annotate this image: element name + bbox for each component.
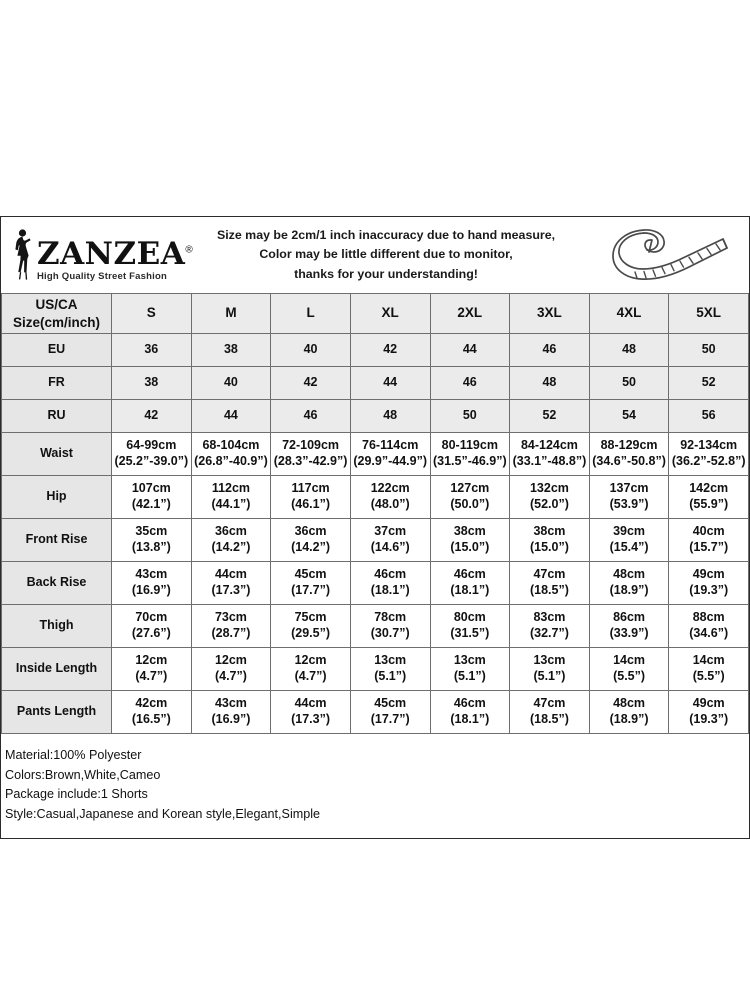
value-cm: 48cm	[613, 567, 646, 582]
cell-inside-length-m	[191, 648, 271, 691]
value-cm: 13cm	[374, 653, 407, 668]
product-package: Package include:1 Shorts	[5, 787, 148, 802]
chart-header-banner	[1, 217, 749, 293]
cell-inside-length-s	[112, 648, 192, 691]
cell-inside-length-4xl	[589, 648, 669, 691]
value-inch: (5.5”)	[613, 669, 646, 684]
value-cm: 68-104cm	[202, 438, 260, 453]
cell-front-rise-4xl	[589, 519, 669, 562]
cell-waist-l	[271, 433, 351, 476]
table-row-hip	[2, 476, 749, 519]
value-inch: (26.8”-40.9”)	[194, 454, 268, 469]
value-cm: 70cm	[135, 610, 168, 625]
value-inch: (18.9”)	[609, 712, 649, 727]
value-inch: (44.1”)	[211, 497, 251, 512]
table-row-fr	[2, 367, 749, 400]
cell-eu-4xl: 48	[589, 334, 669, 367]
value-cm: 49cm	[692, 567, 725, 582]
corner-label-region: US/CA	[35, 297, 78, 312]
table-row-inside-length	[2, 648, 749, 691]
corner-label-units: Size(cm/inch)	[12, 314, 101, 330]
cell-hip-s	[112, 476, 192, 519]
cell-ru-4xl: 54	[589, 400, 669, 433]
cell-hip-xl	[350, 476, 430, 519]
row-label-inside-length: Inside Length	[2, 648, 112, 691]
cell-fr-5xl: 52	[669, 367, 749, 400]
table-row-front-rise	[2, 519, 749, 562]
table-corner-header	[2, 294, 112, 334]
row-label-ru: RU	[2, 400, 112, 433]
value-cm: 37cm	[374, 524, 407, 539]
value-inch: (48.0”)	[370, 497, 410, 512]
value-cm: 46cm	[374, 567, 407, 582]
value-inch: (27.6”)	[131, 626, 171, 641]
cell-fr-3xl: 48	[510, 367, 590, 400]
cell-pants-length-s	[112, 691, 192, 734]
value-inch: (28.3”-42.9”)	[273, 454, 348, 469]
value-inch: (46.1”)	[291, 497, 331, 512]
cell-eu-xl: 42	[350, 334, 430, 367]
size-measurements-table	[1, 293, 749, 734]
cell-waist-2xl	[430, 433, 510, 476]
cell-hip-l	[271, 476, 351, 519]
notice-line-1: Size may be 2cm/1 inch inaccuracy due to hand measure,	[216, 228, 556, 243]
value-cm: 117cm	[291, 481, 330, 496]
cell-thigh-3xl	[510, 605, 590, 648]
value-inch: (17.7”)	[291, 583, 331, 598]
value-inch: (18.1”)	[450, 712, 490, 727]
brand-name-text: ZANZEA	[37, 235, 186, 272]
value-inch: (14.2”)	[291, 540, 331, 555]
value-cm: 47cm	[533, 567, 566, 582]
cell-pants-length-2xl	[430, 691, 510, 734]
brand-wordmark	[37, 235, 194, 282]
value-cm: 112cm	[211, 481, 251, 496]
value-cm: 12cm	[214, 653, 247, 668]
value-cm: 44cm	[294, 696, 327, 711]
value-cm: 80cm	[453, 610, 486, 625]
value-inch: (17.3”)	[291, 712, 331, 727]
cell-eu-3xl: 46	[510, 334, 590, 367]
value-inch: (29.5”)	[291, 626, 331, 641]
cell-eu-l: 40	[271, 334, 351, 367]
cell-inside-length-xl	[350, 648, 430, 691]
value-cm: 137cm	[609, 481, 649, 496]
row-label-front-rise: Front Rise	[2, 519, 112, 562]
row-label-thigh: Thigh	[2, 605, 112, 648]
cell-thigh-s	[112, 605, 192, 648]
value-cm: 12cm	[135, 653, 168, 668]
value-inch: (36.2”-52.8”)	[671, 454, 746, 469]
cell-waist-3xl	[510, 433, 590, 476]
measurement-notice	[173, 226, 599, 284]
value-cm: 49cm	[692, 696, 725, 711]
value-inch: (16.9”)	[211, 712, 251, 727]
cell-ru-3xl: 52	[510, 400, 590, 433]
cell-pants-length-m	[191, 691, 271, 734]
cell-thigh-4xl	[589, 605, 669, 648]
cell-hip-2xl	[430, 476, 510, 519]
cell-front-rise-m	[191, 519, 271, 562]
cell-pants-length-4xl	[589, 691, 669, 734]
brand-name	[37, 235, 194, 272]
cell-pants-length-l	[271, 691, 351, 734]
value-cm: 107cm	[131, 481, 171, 496]
brand-logo	[1, 227, 194, 283]
value-cm: 83cm	[533, 610, 566, 625]
value-cm: 92-134cm	[680, 438, 738, 453]
row-label-pants-length: Pants Length	[2, 691, 112, 734]
value-cm: 36cm	[214, 524, 247, 539]
value-inch: (4.7”)	[214, 669, 247, 684]
cell-thigh-m	[191, 605, 271, 648]
woman-silhouette-icon	[9, 227, 35, 281]
value-inch: (17.7”)	[370, 712, 410, 727]
row-label-fr: FR	[2, 367, 112, 400]
value-cm: 40cm	[692, 524, 725, 539]
registered-trademark-icon: ®	[185, 244, 194, 256]
row-label-hip: Hip	[2, 476, 112, 519]
cell-pants-length-3xl	[510, 691, 590, 734]
size-chart-page	[0, 216, 750, 839]
cell-hip-3xl	[510, 476, 590, 519]
value-inch: (52.0”)	[529, 497, 569, 512]
value-cm: 43cm	[214, 696, 247, 711]
value-cm: 12cm	[294, 653, 327, 668]
value-inch: (30.7”)	[370, 626, 410, 641]
cell-thigh-2xl	[430, 605, 510, 648]
cell-waist-xl	[350, 433, 430, 476]
size-table-body	[2, 294, 749, 734]
cell-ru-l: 46	[271, 400, 351, 433]
value-inch: (4.7”)	[135, 669, 168, 684]
cell-fr-s: 38	[112, 367, 192, 400]
value-cm: 13cm	[533, 653, 566, 668]
value-cm: 45cm	[374, 696, 407, 711]
table-row-eu	[2, 334, 749, 367]
value-cm: 43cm	[135, 567, 168, 582]
cell-hip-5xl	[669, 476, 749, 519]
cell-inside-length-l	[271, 648, 351, 691]
value-cm: 46cm	[453, 696, 486, 711]
value-inch: (19.3”)	[689, 712, 729, 727]
value-cm: 14cm	[613, 653, 646, 668]
value-cm: 13cm	[453, 653, 486, 668]
table-row-pants-length	[2, 691, 749, 734]
cell-thigh-5xl	[669, 605, 749, 648]
measuring-tape-icon	[599, 226, 749, 284]
value-inch: (34.6”-50.8”)	[592, 454, 666, 469]
table-row-waist	[2, 433, 749, 476]
table-row-back-rise	[2, 562, 749, 605]
value-inch: (18.1”)	[450, 583, 490, 598]
cell-ru-2xl: 50	[430, 400, 510, 433]
value-cm: 35cm	[135, 524, 168, 539]
row-label-back-rise: Back Rise	[2, 562, 112, 605]
cell-back-rise-3xl	[510, 562, 590, 605]
value-cm: 75cm	[294, 610, 327, 625]
cell-ru-s: 42	[112, 400, 192, 433]
value-cm: 142cm	[689, 481, 729, 496]
column-header-s: S	[112, 294, 192, 334]
value-cm: 84-124cm	[520, 438, 578, 453]
value-inch: (5.1”)	[374, 669, 407, 684]
column-header-l: L	[271, 294, 351, 334]
value-inch: (5.1”)	[453, 669, 486, 684]
cell-back-rise-xl	[350, 562, 430, 605]
value-inch: (13.8”)	[131, 540, 171, 555]
brand-tagline: High Quality Street Fashion	[37, 270, 167, 282]
value-inch: (5.1”)	[533, 669, 566, 684]
cell-eu-5xl: 50	[669, 334, 749, 367]
value-inch: (50.0”)	[450, 497, 490, 512]
cell-back-rise-4xl	[589, 562, 669, 605]
value-inch: (25.2”-39.0”)	[114, 454, 189, 469]
value-cm: 42cm	[135, 696, 168, 711]
cell-front-rise-xl	[350, 519, 430, 562]
cell-thigh-l	[271, 605, 351, 648]
notice-line-2: Color may be little different due to monitor,	[259, 247, 513, 262]
value-inch: (16.9”)	[131, 583, 171, 598]
value-cm: 73cm	[214, 610, 247, 625]
value-inch: (15.0”)	[450, 540, 490, 555]
value-inch: (14.6”)	[370, 540, 410, 555]
row-label-eu: EU	[2, 334, 112, 367]
cell-hip-4xl	[589, 476, 669, 519]
cell-fr-2xl: 46	[430, 367, 510, 400]
cell-front-rise-3xl	[510, 519, 590, 562]
cell-front-rise-s	[112, 519, 192, 562]
value-inch: (5.5”)	[692, 669, 725, 684]
value-cm: 39cm	[613, 524, 646, 539]
value-cm: 132cm	[529, 481, 569, 496]
cell-front-rise-l	[271, 519, 351, 562]
cell-waist-5xl	[669, 433, 749, 476]
value-cm: 78cm	[374, 610, 407, 625]
column-header-xl: XL	[350, 294, 430, 334]
product-colors: Colors:Brown,White,Cameo	[5, 767, 161, 782]
value-inch: (28.7”)	[211, 626, 251, 641]
row-label-waist: Waist	[2, 433, 112, 476]
cell-ru-m: 44	[191, 400, 271, 433]
cell-back-rise-l	[271, 562, 351, 605]
value-inch: (42.1”)	[131, 497, 171, 512]
value-inch: (18.9”)	[609, 583, 649, 598]
value-inch: (17.3”)	[211, 583, 251, 598]
value-inch: (15.0”)	[529, 540, 569, 555]
value-cm: 46cm	[453, 567, 486, 582]
cell-back-rise-s	[112, 562, 192, 605]
notice-line-3: thanks for your understanding!	[294, 266, 478, 281]
table-row-thigh	[2, 605, 749, 648]
cell-ru-5xl: 56	[669, 400, 749, 433]
column-header-m: M	[191, 294, 271, 334]
cell-waist-4xl	[589, 433, 669, 476]
value-inch: (18.5”)	[529, 583, 569, 598]
table-header-row	[2, 294, 749, 334]
product-style: Style:Casual,Japanese and Korean style,Elegant,Simple	[5, 806, 321, 821]
value-cm: 47cm	[533, 696, 566, 711]
cell-inside-length-3xl	[510, 648, 590, 691]
value-inch: (53.9”)	[609, 497, 649, 512]
cell-front-rise-5xl	[669, 519, 749, 562]
value-inch: (29.9”-44.9”)	[353, 454, 428, 469]
value-cm: 14cm	[692, 653, 725, 668]
column-header-3xl: 3XL	[510, 294, 590, 334]
cell-fr-l: 42	[271, 367, 351, 400]
value-cm: 88cm	[692, 610, 725, 625]
cell-pants-length-xl	[350, 691, 430, 734]
size-chart-frame	[0, 216, 750, 734]
value-cm: 72-109cm	[282, 438, 340, 453]
value-inch: (33.9”)	[609, 626, 649, 641]
cell-waist-m	[191, 433, 271, 476]
value-cm: 88-129cm	[600, 438, 658, 453]
cell-fr-xl: 44	[350, 367, 430, 400]
cell-pants-length-5xl	[669, 691, 749, 734]
cell-back-rise-2xl	[430, 562, 510, 605]
table-row-ru	[2, 400, 749, 433]
value-inch: (31.5”)	[450, 626, 490, 641]
cell-inside-length-5xl	[669, 648, 749, 691]
value-cm: 80-119cm	[441, 438, 498, 453]
cell-eu-2xl: 44	[430, 334, 510, 367]
value-cm: 127cm	[450, 481, 490, 496]
value-cm: 36cm	[294, 524, 327, 539]
value-inch: (14.2”)	[211, 540, 251, 555]
value-inch: (15.4”)	[609, 540, 649, 555]
product-material: Material:100% Polyester	[5, 748, 142, 763]
value-inch: (32.7”)	[529, 626, 569, 641]
value-inch: (31.5”-46.9”)	[432, 454, 507, 469]
cell-fr-m: 40	[191, 367, 271, 400]
value-inch: (18.5”)	[529, 712, 569, 727]
value-cm: 76-114cm	[362, 438, 419, 453]
value-cm: 122cm	[370, 481, 410, 496]
value-cm: 86cm	[613, 610, 646, 625]
cell-inside-length-2xl	[430, 648, 510, 691]
cell-thigh-xl	[350, 605, 430, 648]
column-header-2xl: 2XL	[430, 294, 510, 334]
value-inch: (34.6”)	[689, 626, 729, 641]
cell-eu-s: 36	[112, 334, 192, 367]
column-header-5xl: 5XL	[669, 294, 749, 334]
value-cm: 38cm	[453, 524, 486, 539]
cell-hip-m	[191, 476, 271, 519]
cell-ru-xl: 48	[350, 400, 430, 433]
value-cm: 48cm	[613, 696, 646, 711]
value-inch: (16.5”)	[131, 712, 171, 727]
cell-back-rise-m	[191, 562, 271, 605]
value-cm: 38cm	[533, 524, 566, 539]
value-inch: (15.7”)	[689, 540, 729, 555]
product-info-block	[0, 734, 750, 839]
cell-waist-s	[112, 433, 192, 476]
value-inch: (55.9”)	[689, 497, 729, 512]
cell-fr-4xl: 50	[589, 367, 669, 400]
value-inch: (4.7”)	[294, 669, 327, 684]
column-header-4xl: 4XL	[589, 294, 669, 334]
value-inch: (18.1”)	[370, 583, 410, 598]
value-inch: (33.1”-48.8”)	[512, 454, 587, 469]
value-cm: 44cm	[214, 567, 247, 582]
value-inch: (19.3”)	[689, 583, 729, 598]
cell-front-rise-2xl	[430, 519, 510, 562]
value-cm: 45cm	[294, 567, 327, 582]
cell-back-rise-5xl	[669, 562, 749, 605]
cell-eu-m: 38	[191, 334, 271, 367]
value-cm: 64-99cm	[126, 438, 177, 453]
